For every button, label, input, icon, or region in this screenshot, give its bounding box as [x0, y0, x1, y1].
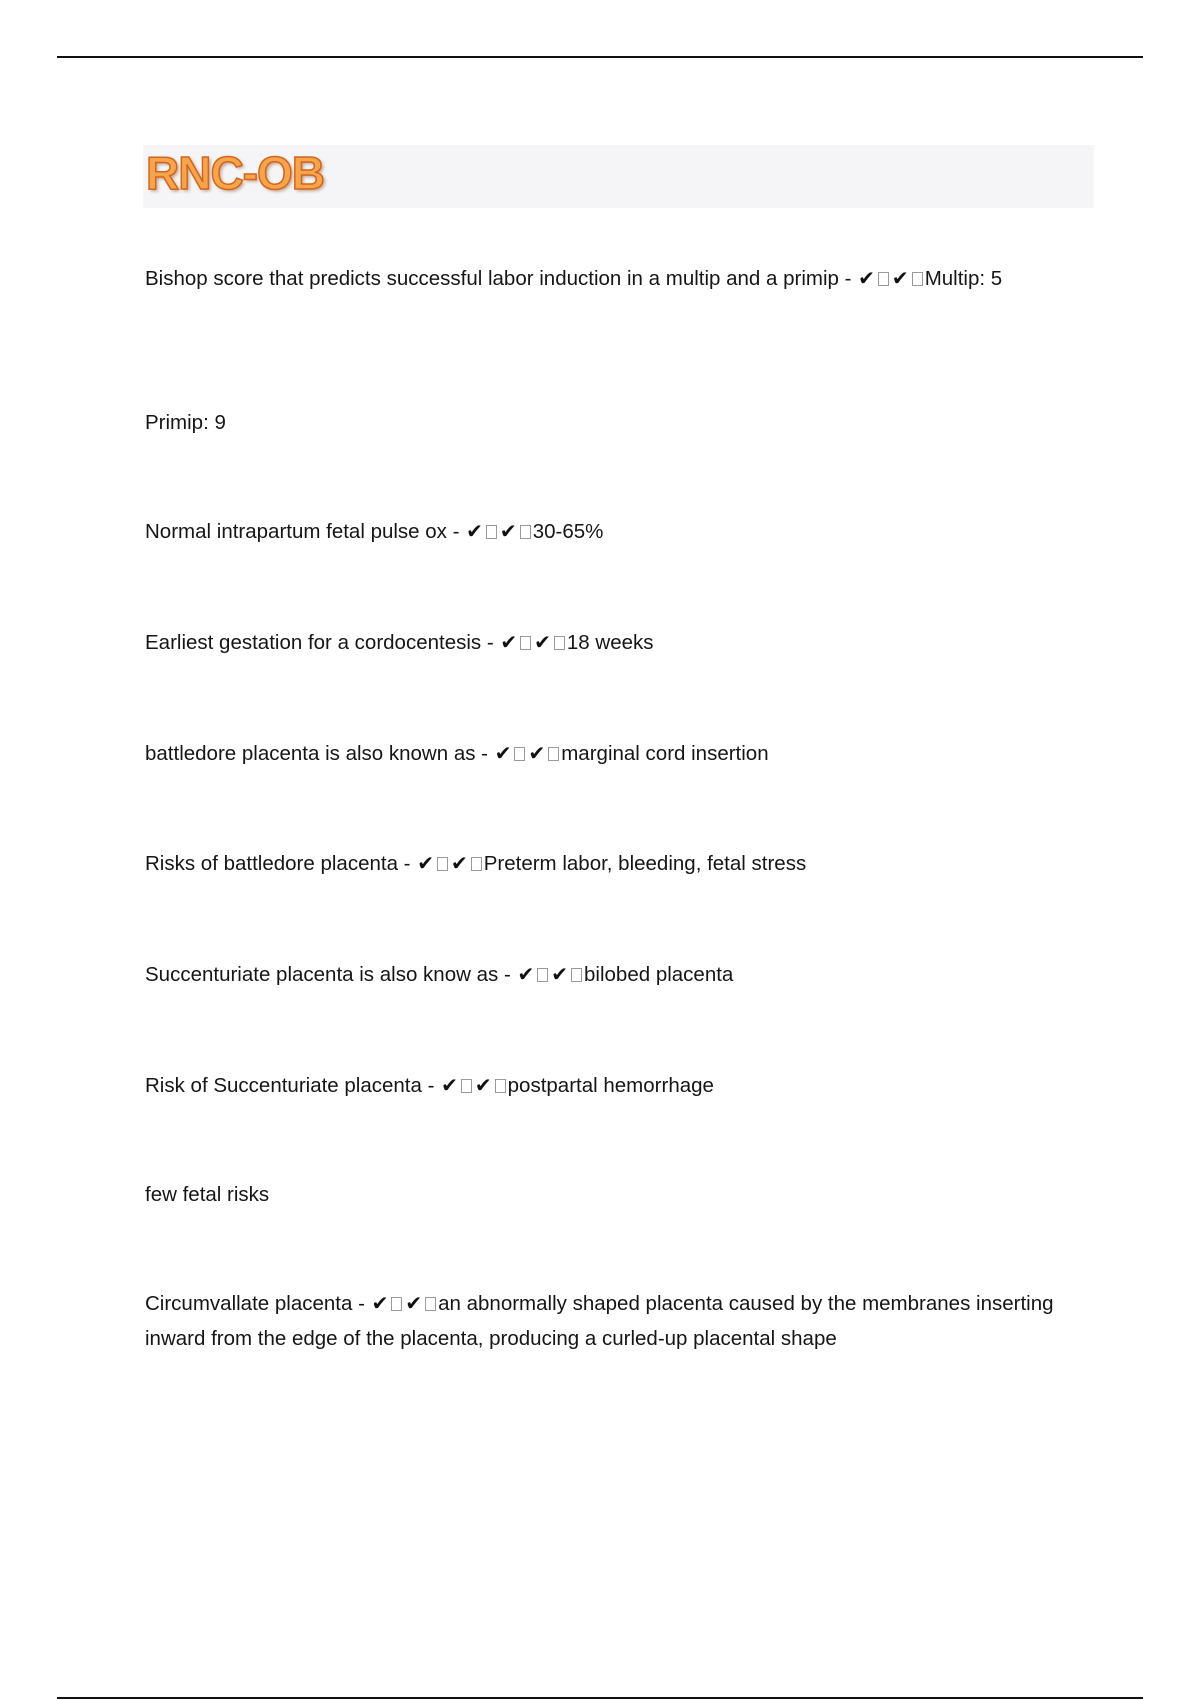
checkmark-icon: ✔: [474, 1073, 492, 1097]
missing-glyph-box-icon: [912, 272, 923, 286]
answer-text: few fetal risks: [145, 1183, 270, 1206]
checkmark-icon: ✔: [891, 266, 909, 290]
answer-text: Preterm labor, bleeding, fetal stress: [483, 852, 807, 875]
missing-glyph-box-icon: [437, 857, 448, 871]
footer-rule: [57, 1697, 1143, 1699]
answer-text: marginal cord insertion: [561, 742, 769, 765]
qa-entry-7: [145, 957, 1090, 992]
checkmark-icon: ✔: [450, 851, 468, 875]
checkmark-icon: ✔: [499, 519, 517, 543]
checkmark-icon: ✔: [441, 1073, 458, 1097]
separator: -: [481, 631, 500, 654]
qa-entry-8: [145, 1068, 1090, 1103]
missing-glyph-box-icon: [537, 968, 548, 982]
header-rule: [57, 56, 1143, 58]
missing-glyph-box-icon: [486, 525, 497, 539]
missing-glyph-box-icon: [571, 968, 582, 982]
answer-text: an abnormally shaped placenta caused by the membranes inserting inward from the edge of the placenta, producing a curled-up placental shape: [145, 1292, 1054, 1350]
qa-entry-6: [145, 846, 1090, 881]
checkmark-icon: ✔: [500, 630, 518, 654]
separator: -: [352, 1292, 371, 1315]
question-text: Earliest gestation for a cordocentesis: [145, 631, 482, 654]
answer-text: 30-65%: [532, 520, 604, 543]
question-text: Bishop score that predicts successful labor induction in a multip and a primip: [145, 267, 839, 290]
checkmark-icon: ✔: [551, 962, 569, 986]
checkmark-icon: ✔: [858, 266, 875, 290]
document-title: RNC-OB: [146, 147, 324, 199]
separator: -: [421, 1074, 441, 1097]
missing-glyph-box-icon: [471, 857, 482, 871]
qa-entry-9: [145, 1177, 1090, 1212]
missing-glyph-box-icon: [548, 747, 559, 761]
separator: -: [397, 852, 417, 875]
qa-entry-1: [145, 261, 1090, 296]
question-text: Normal intrapartum fetal pulse ox: [145, 520, 447, 543]
separator: -: [498, 963, 517, 986]
checkmark-icon: ✔: [534, 630, 551, 654]
answer-text: Multip: 5: [924, 267, 1003, 290]
answer-text: bilobed placenta: [584, 963, 734, 986]
question-text: Risks of battledore placenta: [145, 852, 398, 875]
missing-glyph-box-icon: [520, 636, 531, 650]
answer-text: 18 weeks: [566, 631, 654, 654]
missing-glyph-box-icon: [554, 636, 565, 650]
missing-glyph-box-icon: [520, 525, 531, 539]
missing-glyph-box-icon: [461, 1079, 472, 1093]
checkmark-icon: ✔: [466, 519, 483, 543]
qa-entry-3: [145, 514, 1090, 549]
answer-text: Primip: 9: [145, 411, 226, 434]
question-text: battledore placenta is also known as: [145, 742, 476, 765]
missing-glyph-box-icon: [391, 1297, 402, 1311]
checkmark-icon: ✔: [405, 1291, 423, 1315]
separator: -: [446, 520, 466, 543]
missing-glyph-box-icon: [425, 1297, 436, 1311]
answer-text: postpartal hemorrhage: [507, 1074, 714, 1097]
checkmark-icon: ✔: [517, 962, 535, 986]
checkmark-icon: ✔: [494, 741, 512, 765]
separator: -: [838, 267, 858, 290]
qa-entry-2: [145, 405, 1090, 440]
missing-glyph-box-icon: [878, 272, 889, 286]
question-text: Circumvallate placenta: [145, 1292, 353, 1315]
title-banner: [143, 145, 1094, 208]
question-text: Risk of Succenturiate placenta: [145, 1074, 422, 1097]
missing-glyph-box-icon: [495, 1079, 506, 1093]
question-text: Succenturiate placenta is also know as: [145, 963, 499, 986]
qa-entry-5: [145, 736, 1090, 771]
qa-entry-10: [145, 1286, 1090, 1356]
qa-entry-4: [145, 625, 1090, 660]
missing-glyph-box-icon: [514, 747, 525, 761]
checkmark-icon: ✔: [417, 851, 434, 875]
separator: -: [475, 742, 494, 765]
checkmark-icon: ✔: [528, 741, 546, 765]
checkmark-icon: ✔: [371, 1291, 389, 1315]
